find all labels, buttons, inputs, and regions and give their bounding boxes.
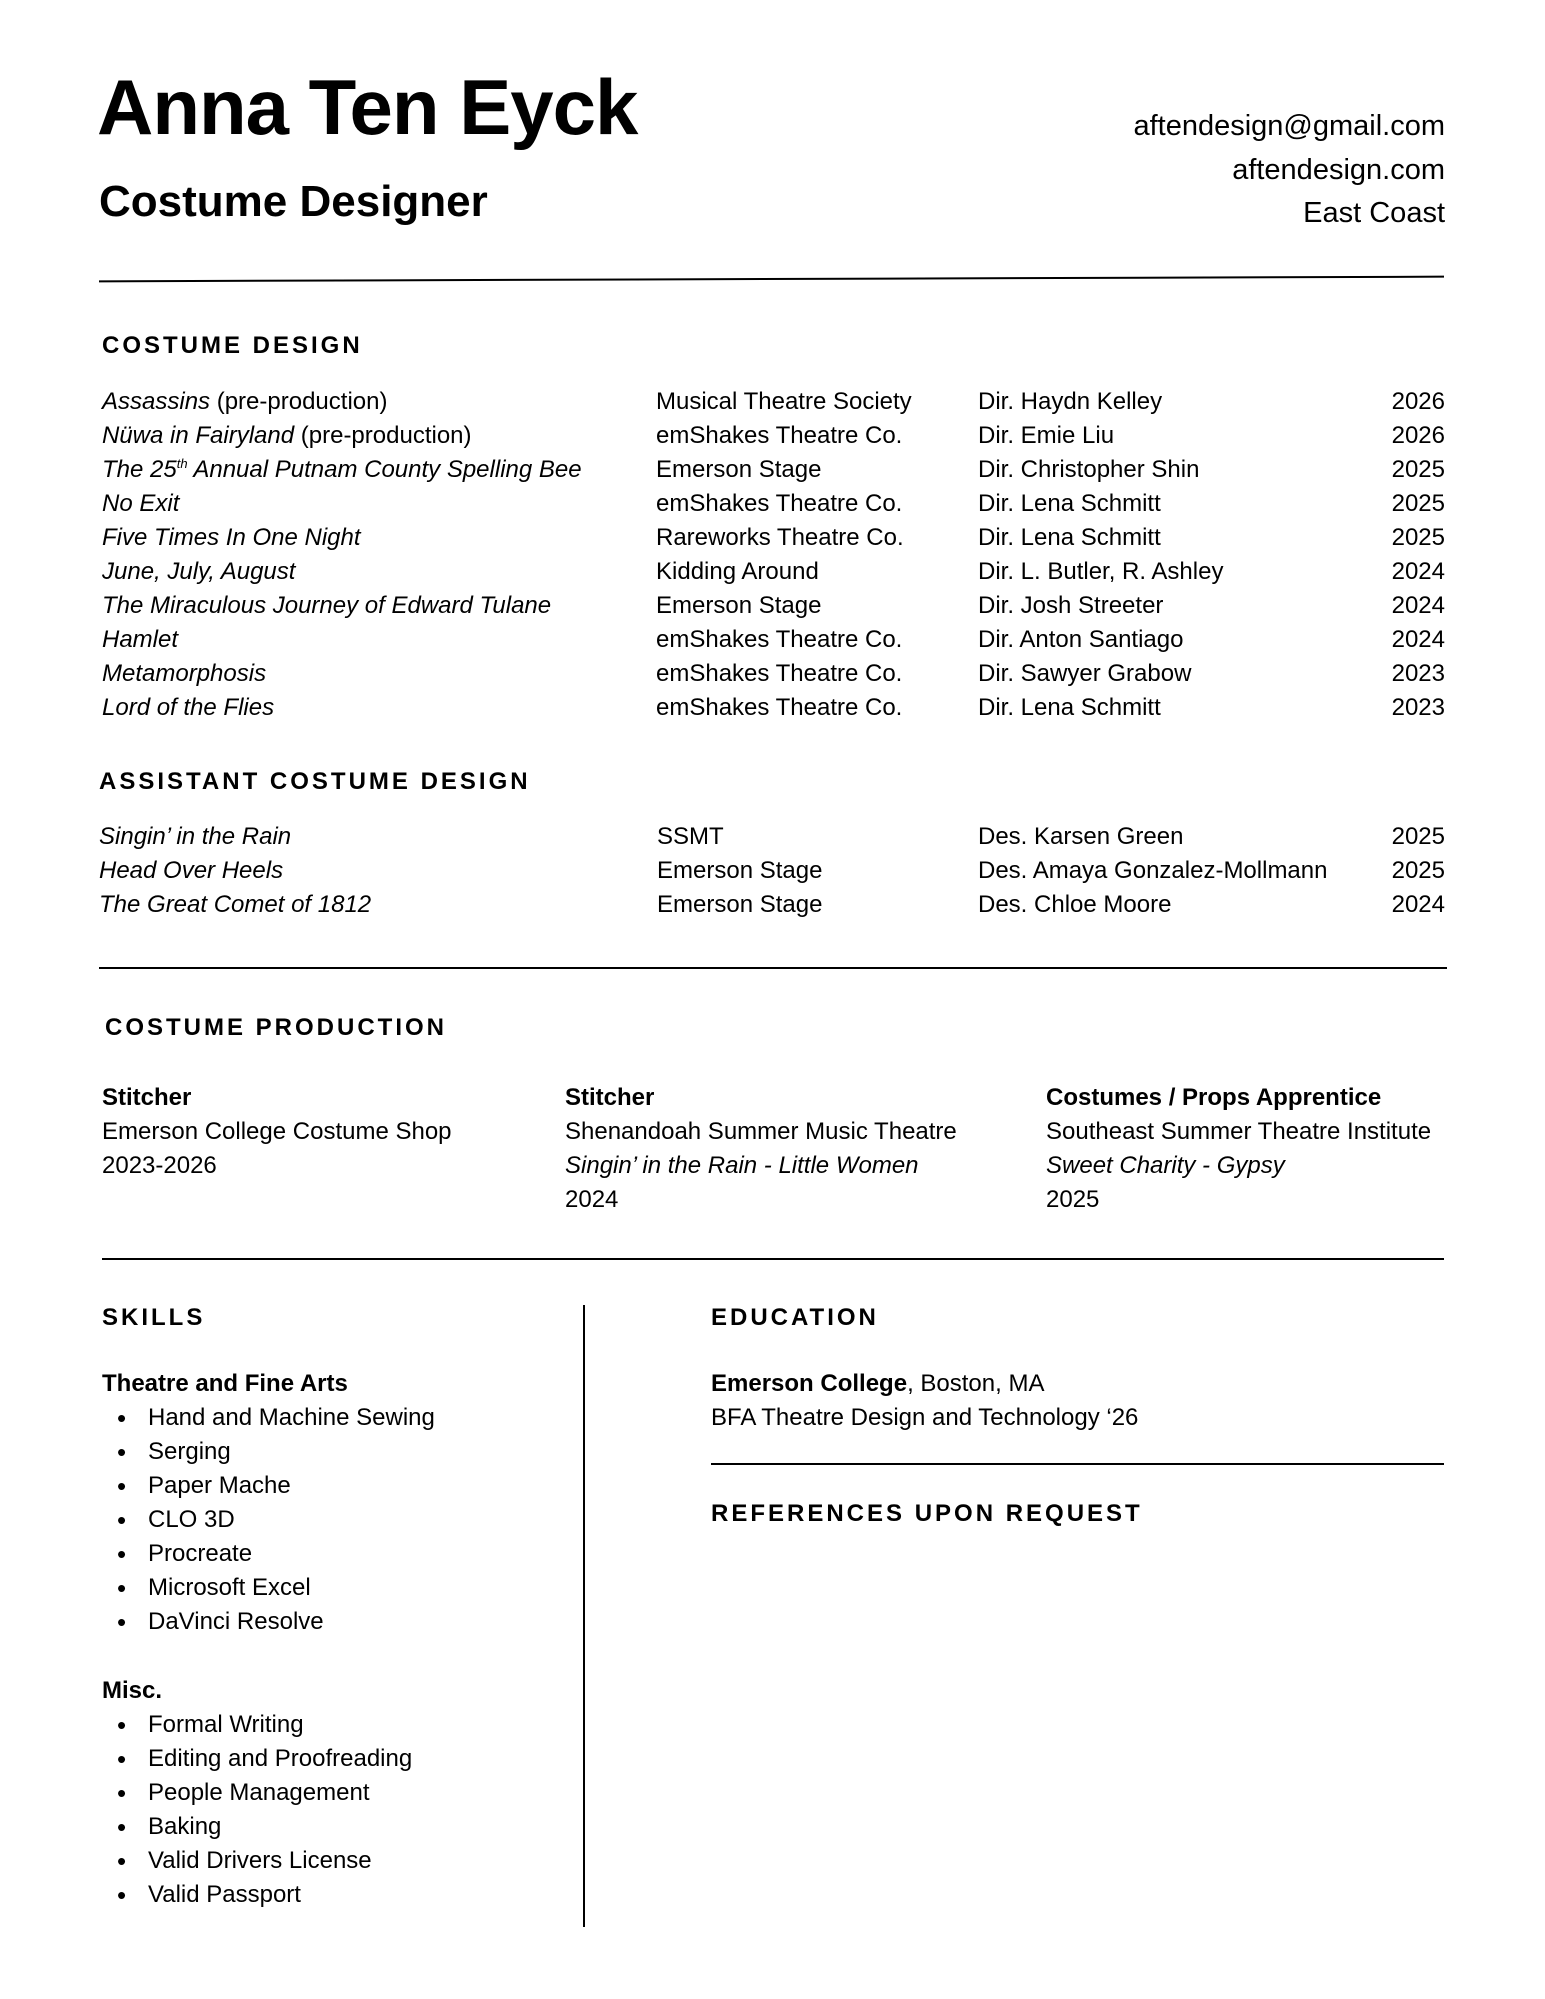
skill-item: • Valid Passport — [102, 1878, 412, 1912]
show-title: Nüwa in Fairyland — [102, 422, 295, 449]
costume-design-company: Kidding Around — [656, 558, 819, 585]
assistant-design-designer: Des. Amaya Gonzalez-Mollmann — [978, 857, 1328, 884]
assistant-design-show: Singin’ in the Rain — [99, 823, 292, 850]
costume-design-year: 2023 — [1391, 694, 1445, 721]
show-title: The Miraculous Journey of Edward Tulane — [102, 592, 552, 619]
costume-design-show — [102, 626, 178, 655]
skill-item: • DaVinci Resolve — [102, 1605, 435, 1639]
costume-design-director: Dir. Lena Schmitt — [978, 490, 1161, 517]
skill-item: • Microsoft Excel — [102, 1571, 435, 1605]
costume-design-show — [102, 694, 274, 723]
assistant-design-company: Emerson Stage — [657, 857, 823, 884]
costume-design-year: 2024 — [1391, 626, 1445, 653]
show-title: June, July, August — [102, 558, 296, 585]
education-school-line — [711, 1370, 1044, 1399]
costume-design-year: 2026 — [1391, 388, 1445, 415]
assistant-design-show: The Great Comet of 1812 — [99, 891, 372, 918]
skills-theatre-list — [102, 1401, 435, 1639]
assistant-design-year: 2025 — [1391, 823, 1445, 850]
show-title-superscript: th — [176, 456, 188, 471]
production-2-dates: 2024 — [565, 1186, 619, 1213]
costume-design-director: Dir. Anton Santiago — [978, 626, 1184, 653]
skill-item: • Hand and Machine Sewing — [102, 1401, 435, 1435]
skill-item: • People Management — [102, 1776, 412, 1810]
resume-name: Anna Ten Eyck — [97, 63, 638, 151]
skill-item: • Editing and Proofreading — [102, 1742, 412, 1776]
skills-group-misc-heading: Misc. — [102, 1677, 163, 1704]
costume-design-year: 2024 — [1391, 592, 1445, 619]
assistant-design-company: Emerson Stage — [657, 891, 823, 918]
production-3-dates: 2025 — [1046, 1186, 1100, 1213]
skill-item: • Procreate — [102, 1537, 435, 1571]
costume-design-director: Dir. Sawyer Grabow — [978, 660, 1192, 687]
show-title: No Exit — [102, 490, 180, 517]
production-2-role: Stitcher — [565, 1084, 655, 1111]
header-divider — [99, 276, 1444, 283]
show-title: Five Times In One Night — [102, 524, 361, 551]
skill-item: • Paper Mache — [102, 1469, 435, 1503]
costume-design-year: 2025 — [1391, 524, 1445, 551]
skills-heading: SKILLS — [102, 1304, 206, 1331]
costume-design-heading: COSTUME DESIGN — [102, 332, 363, 359]
section-divider-2 — [102, 1258, 1444, 1260]
costume-design-show — [102, 388, 387, 417]
costume-design-show — [102, 456, 582, 485]
costume-design-company: emShakes Theatre Co. — [656, 660, 903, 687]
costume-design-show — [102, 524, 361, 553]
assistant-design-designer: Des. Karsen Green — [978, 823, 1184, 850]
show-title: Assassins — [102, 388, 211, 415]
show-title: Lord of the Flies — [102, 694, 275, 721]
section-divider-1 — [99, 967, 1447, 969]
show-title: The 25 — [102, 456, 177, 483]
assistant-design-year: 2024 — [1391, 891, 1445, 918]
costume-design-show — [102, 660, 266, 689]
production-1-role: Stitcher — [102, 1084, 192, 1111]
production-1-dates: 2023-2026 — [102, 1152, 217, 1179]
costume-design-show — [102, 558, 295, 587]
skill-item: • Baking — [102, 1810, 412, 1844]
costume-design-company: emShakes Theatre Co. — [656, 422, 903, 449]
costume-design-director: Dir. Lena Schmitt — [978, 524, 1161, 551]
production-3-role: Costumes / Props Apprentice — [1046, 1084, 1382, 1111]
costume-design-year: 2024 — [1391, 558, 1445, 585]
resume-role: Costume Designer — [99, 177, 488, 226]
skills-group-theatre-heading: Theatre and Fine Arts — [102, 1370, 348, 1397]
skill-item: • Valid Drivers License — [102, 1844, 412, 1878]
costume-design-director: Dir. Josh Streeter — [978, 592, 1164, 619]
show-title: Hamlet — [102, 626, 179, 653]
costume-design-company: emShakes Theatre Co. — [656, 626, 903, 653]
skills-misc-list — [102, 1708, 412, 1912]
education-degree: BFA Theatre Design and Technology ‘26 — [711, 1404, 1139, 1431]
costume-design-company: Rareworks Theatre Co. — [656, 524, 904, 551]
skill-item: • Serging — [102, 1435, 435, 1469]
skill-item: • CLO 3D — [102, 1503, 435, 1537]
costume-design-director: Dir. Emie Liu — [978, 422, 1115, 449]
costume-design-company: Musical Theatre Society — [656, 388, 912, 415]
assistant-design-company: SSMT — [657, 823, 724, 850]
costume-design-show — [102, 592, 551, 621]
education-heading: EDUCATION — [711, 1304, 879, 1331]
costume-design-director: Dir. L. Butler, R. Ashley — [978, 558, 1224, 585]
costume-design-company: emShakes Theatre Co. — [656, 490, 903, 517]
show-note: (pre-production) — [210, 388, 388, 415]
costume-design-year: 2023 — [1391, 660, 1445, 687]
contact-email[interactable]: aftendesign@gmail.com — [1133, 110, 1445, 142]
costume-design-year: 2025 — [1391, 490, 1445, 517]
contact-website[interactable]: aftendesign.com — [1232, 154, 1445, 186]
education-location: , Boston, MA — [907, 1370, 1045, 1397]
costume-design-director: Dir. Christopher Shin — [978, 456, 1200, 483]
show-note: (pre-production) — [294, 422, 472, 449]
costume-design-year: 2025 — [1391, 456, 1445, 483]
assistant-design-designer: Des. Chloe Moore — [978, 891, 1172, 918]
costume-design-company: Emerson Stage — [656, 592, 822, 619]
column-divider — [583, 1305, 585, 1927]
costume-design-director: Dir. Haydn Kelley — [978, 388, 1163, 415]
costume-design-show — [102, 422, 472, 451]
education-divider — [711, 1463, 1444, 1465]
costume-production-heading: COSTUME PRODUCTION — [105, 1014, 447, 1041]
skill-item: • Formal Writing — [102, 1708, 412, 1742]
references-heading: REFERENCES UPON REQUEST — [711, 1500, 1143, 1527]
assistant-design-heading: ASSISTANT COSTUME DESIGN — [99, 768, 531, 795]
education-school: Emerson College — [711, 1370, 908, 1397]
show-title: Metamorphosis — [102, 660, 267, 687]
production-3-place: Southeast Summer Theatre Institute — [1046, 1118, 1432, 1145]
production-3-shows: Sweet Charity - Gypsy — [1046, 1152, 1285, 1179]
production-2-place: Shenandoah Summer Music Theatre — [565, 1118, 957, 1145]
show-title-rest: Annual Putnam County Spelling Bee — [187, 456, 582, 483]
assistant-design-year: 2025 — [1391, 857, 1445, 884]
contact-location: East Coast — [1303, 197, 1445, 229]
costume-design-year: 2026 — [1391, 422, 1445, 449]
costume-design-company: Emerson Stage — [656, 456, 822, 483]
production-1-place: Emerson College Costume Shop — [102, 1118, 452, 1145]
costume-design-director: Dir. Lena Schmitt — [978, 694, 1161, 721]
costume-design-company: emShakes Theatre Co. — [656, 694, 903, 721]
production-2-shows: Singin’ in the Rain - Little Women — [565, 1152, 919, 1179]
assistant-design-show: Head Over Heels — [99, 857, 284, 884]
costume-design-show — [102, 490, 179, 519]
